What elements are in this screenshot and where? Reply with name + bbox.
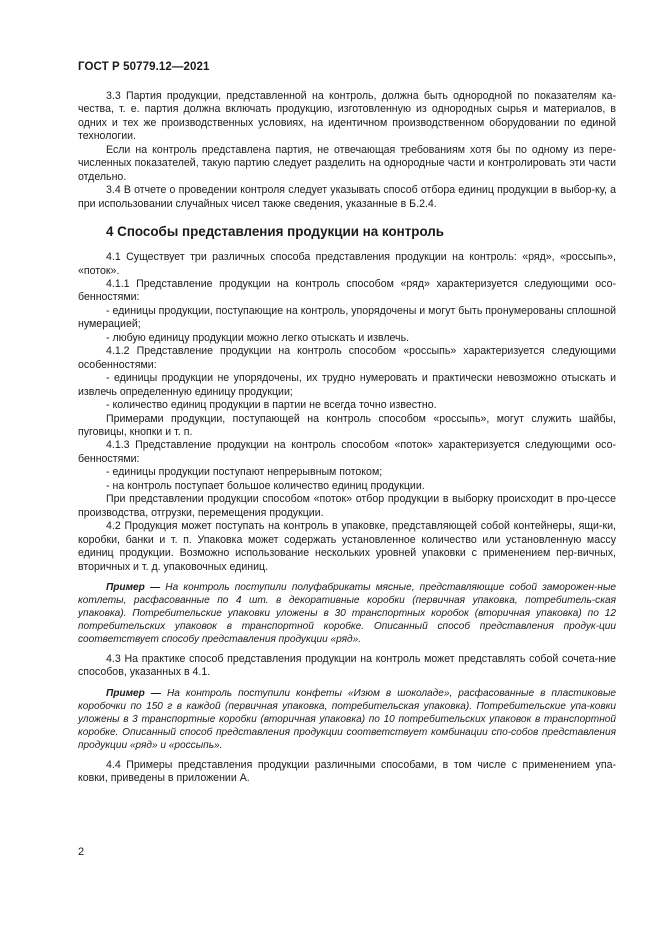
list-item: - любую единицу продукции можно легко отыскать и извлечь. — [106, 331, 410, 344]
paragraph-4-1-2: 4.1.2 Представление продукции на контроль способом «россыпь» характеризуется следующими особенностями: — [78, 345, 616, 371]
document-body — [78, 90, 616, 786]
paragraph-3-3-cont: Если на контроль представлена партия, не отвечающая требованиям хотя бы по одному из пере-численных показателей, такую партию следует разделить на однородные части и контролировать эти части отдельно. — [78, 143, 616, 183]
paragraph-4-3: 4.3 На практике способ представления продукции на контроль может представлять собой сочета-ние способов, указанных в 4.1. — [78, 652, 616, 679]
document-code-header: ГОСТ Р 50779.12—2021 — [78, 61, 210, 73]
example-text: На контроль поступили конфеты «Изюм в шоколаде», расфасованные в пластиковые коробочки по 150 г в каждой (первичная упаковка, потребительская упаковка). Потребительские упа-ковки уложены в 3 транспортные коробки (вторичная упаковка) по 10 потребительских упаковок в транспортной коробке. Описанный способ представления продукции соответствует комбинации спо-собов представления продукции «ряд» и «россыпь». — [78, 687, 616, 751]
list-item: - единицы продукции не упорядочены, их трудно нумеровать и практически невозможно отыскать и извлечь определенную единицу продукции; — [78, 372, 616, 398]
list-item: - количество единиц продукции в партии не всегда точно известно. — [106, 399, 437, 412]
paragraph-4-2: 4.2 Продукция может поступать на контроль в упаковке, представляющей собой контейнеры, ящи-ки, коробки, банки и т. п. Упаковка может содержать установленное количество или установленную массу единиц продукции. Возможно использование нескольких уровней упаковки с применением пер-вичных, вторичных и т. д. упаковочных единиц. — [78, 520, 616, 573]
example-label: Пример — — [106, 687, 161, 699]
paragraph-flow-sampling: При представлении продукции способом «поток» отбор продукции в выборку происходит в про-цессе производства, отгрузки, перемещения продукции. — [78, 493, 616, 519]
example-1 — [78, 581, 616, 646]
paragraph-4-4: 4.4 Примеры представления продукции различными способами, в том числе с применением упа-ковки, приведены в приложении А. — [78, 758, 616, 785]
example-text: На контроль поступили полуфабрикаты мясные, представляющие собой заморожен-ные котлеты, расфасованные по 4 шт. в декоративные коробки (первичная упаковка, потребитель-ская упаковка). Потребительские упаковки уложены в 30 транспортных коробок (вторичная упаковка) по 12 потребительских упаковок в транспортной коробке. Описанный способ представления продук-ции соответствует способу представления продукции «ряд». — [78, 581, 616, 645]
example-2 — [78, 687, 616, 752]
page-number: 2 — [78, 846, 85, 858]
paragraph-3-4: 3.4 В отчете о проведении контроля следует указывать способ отбора единиц продукции в выбор-ку, а при использовании случайных чисел также сведения, указанные в Б.2.4. — [78, 184, 616, 210]
section-4-title: 4 Способы представления продукции на контроль — [106, 224, 445, 240]
paragraph-3-3: 3.3 Партия продукции, представленной на контроль, должна быть однородной по показателям ка-чества, т. е. партия должна включать продукцию, изготовленную из однородных сырья и материалов, в одних и тех же производственных условиях, на идентичном производственном оборудовании по единой технологии. — [78, 90, 616, 143]
paragraph-4-1: 4.1 Существует три различных способа представления продукции на контроль: «ряд», «россыпь», «поток». — [78, 251, 616, 277]
list-item: - на контроль поступает большое количество единиц продукции. — [106, 479, 425, 492]
paragraph-4-1-3: 4.1.3 Представление продукции на контроль способом «поток» характеризуется следующими осо-бенностями: — [78, 439, 616, 465]
example-label: Пример — — [106, 581, 161, 593]
paragraph-examples-scatter: Примерами продукции, поступающей на контроль способом «россыпь», могут служить шайбы, пуговицы, кнопки и т. п. — [78, 412, 616, 438]
paragraph-4-1-1: 4.1.1 Представление продукции на контроль способом «ряд» характеризуется следующими осо-бенностями: — [78, 277, 616, 304]
list-item: - единицы продукции поступают непрерывным потоком; — [106, 466, 383, 479]
list-item: - единицы продукции, поступающие на контроль, упорядочены и могут быть пронумерованы сплошной нумерацией; — [78, 304, 616, 331]
